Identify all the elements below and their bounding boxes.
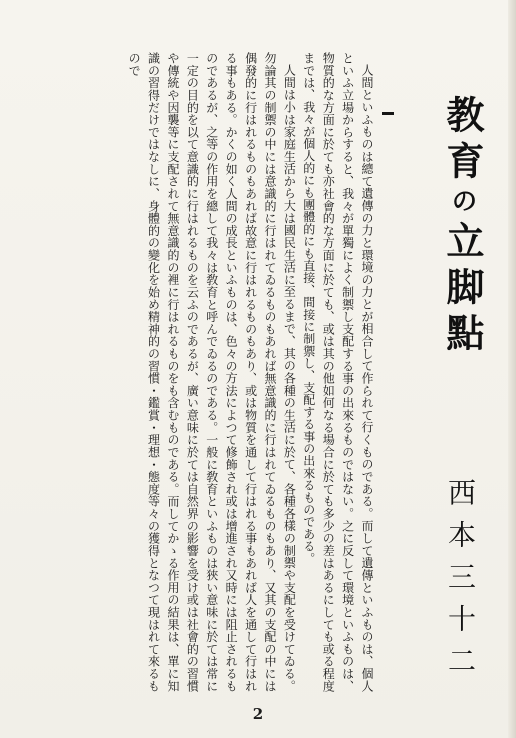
page-gutter-shadow	[508, 0, 516, 738]
body-paragraph-1: 人間といふものは總て遺傳の力と環境の力とが相合して作られて行くものである。而して遺傳といふものは、個人といふ立場からすると、我々が單獨によく制禦し支配する事の出來るものではない。之に反して環境といふものは、物質的な方面に於ても亦社會的な方面に於ても、或は其の他如何なる場合に於ても多少の差はあるにしても或る程度までは、我々が個人的にも團體的にも直接、間接に制禦し、支配する事の出來るものである。	[301, 52, 374, 692]
title-part-2: 立脚點	[440, 221, 485, 359]
article-body	[124, 52, 376, 692]
page-number: 2	[252, 705, 264, 723]
body-paragraph-2: 人間は小は家庭生活から大は國民生活に至るまで、其の各種の生活に於て、各種各樣の制禦や支配を受けてゐる。勿論其の制禦の中には意識的に行はれてゐるものもあれば無意識的に行はれてゐるものもあり、又其の支配の中には偶發的に行はれるものもあれば故意に行はれるものもあり、或は物質を通して行はれる事もあれば人を通して行はれる事もある。かくの如く人間の成長といふものは、色々の方法によつて修飾され或は增進され又時には阻止されるものであるが、之等の作用を總して我々は敎育と呼んでゐるのである。一般に敎育といふものは狹い意味に於ては常に一定の目的を以て意識的に行はれるものを云ふのであるが、廣い意味に於ては自然界の影響を受け或は社會的の習慣や傳統や因襲等に支配されて無意識的の裡に行はれるものをも含むものである。而してかゝる作用の結果は、單に知識の習得だけではなしに、身體的の變化を始め精神的の習慣・鑑賞・理想・態度等々の獲得となつて現はれて來るもので	[127, 52, 297, 692]
author-name: 西本三十二	[444, 478, 477, 688]
title-particle: の	[447, 187, 477, 221]
article-title	[432, 95, 492, 359]
section-number-mark	[382, 112, 394, 115]
title-part-1: 教育	[440, 95, 485, 187]
